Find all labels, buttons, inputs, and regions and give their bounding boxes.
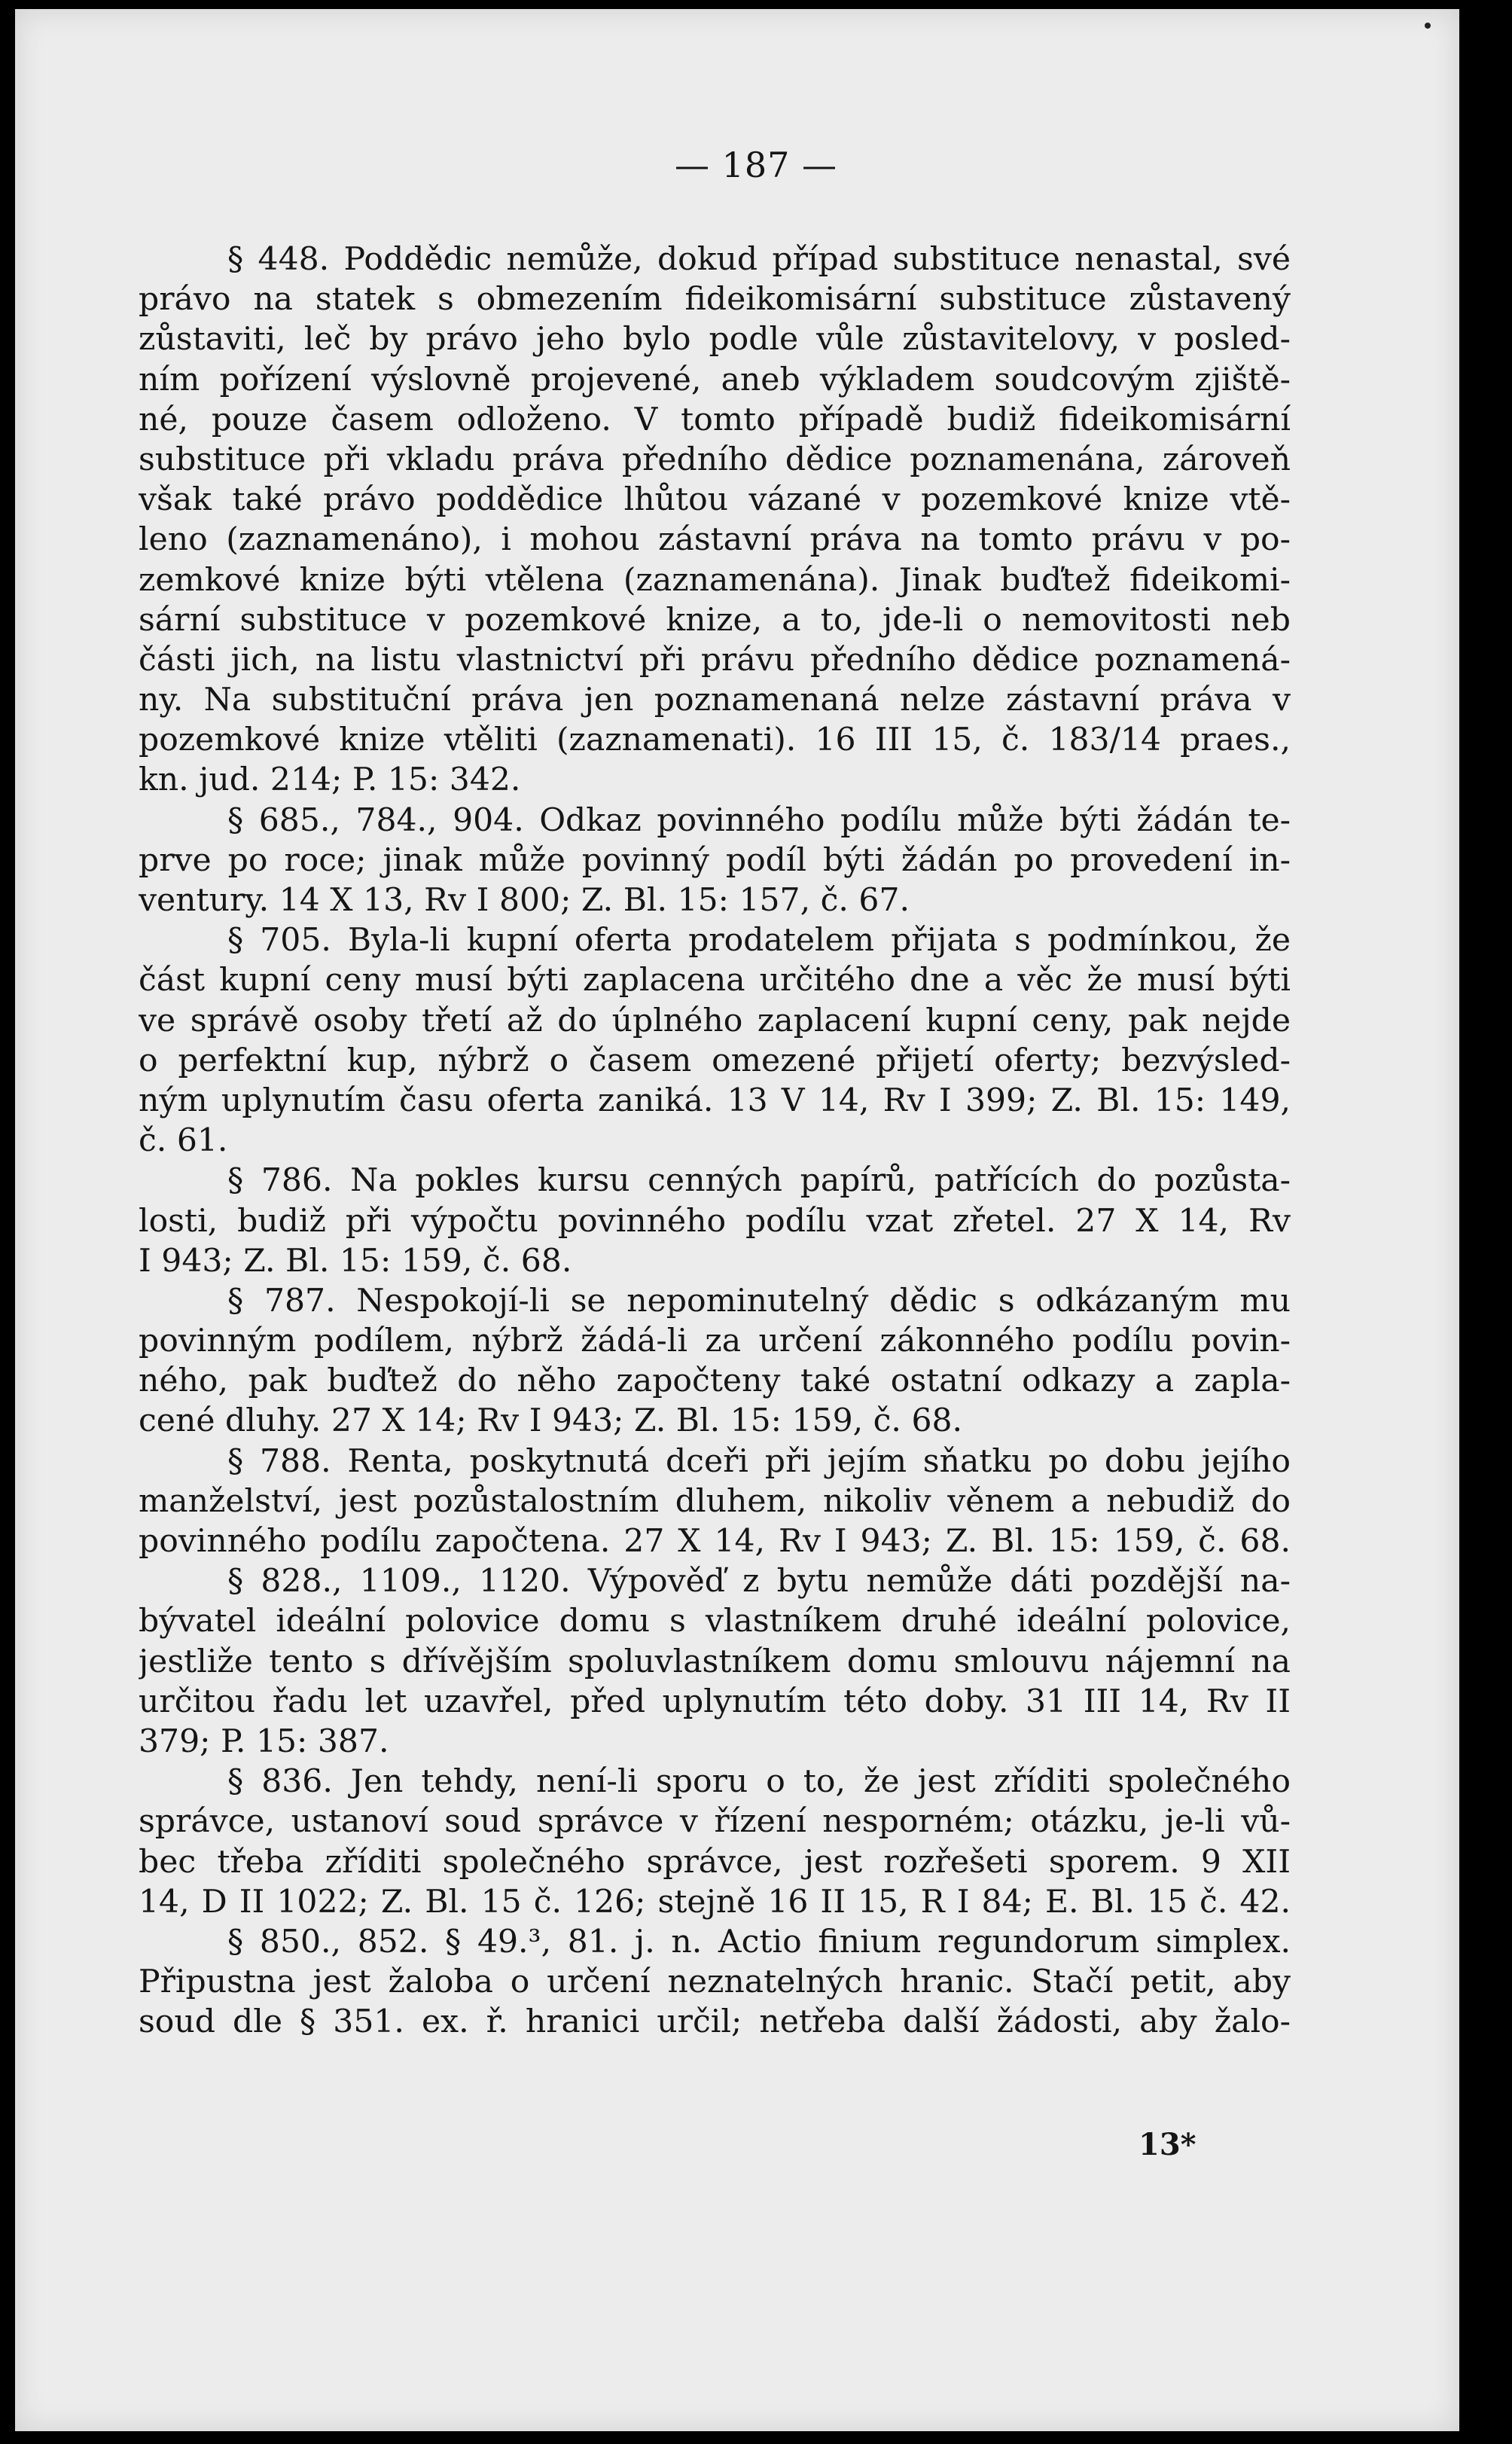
text-line: právo na statek s obmezením fideikomisární substituce zůstavený xyxy=(139,281,1291,319)
text-line: cené dluhy. 27 X 14; Rv I 943; Z. Bl. 15: 159, č. 68. xyxy=(139,1402,963,1440)
text-line: ny. Na substituční práva jen poznamenaná nelze zástavní práva v xyxy=(139,682,1291,719)
text-line: zemkové knize býti vtělena (zaznamenána). Jinak buďtež fideikomi- xyxy=(139,561,1291,599)
text-line: leno (zaznamenáno), i mohou zástavní práva na tomto právu v po- xyxy=(139,521,1291,559)
text-line: § 685., 784., 904. Odkaz povinného podílu může býti žádán te- xyxy=(227,801,1291,839)
text-line: § 705. Byla-li kupní oferta prodatelem přijata s podmínkou, že xyxy=(227,922,1291,960)
text-line: ným uplynutím času oferta zaniká. 13 V 14, Rv I 399; Z. Bl. 15: 149, xyxy=(139,1082,1291,1119)
text-line: určitou řadu let uzavřel, před uplynutím této doby. 31 III 14, Rv II xyxy=(139,1683,1291,1720)
text-line: substituce při vkladu práva předního dědice poznamenána, zároveň xyxy=(139,441,1291,478)
signature-mark: 13* xyxy=(1139,2127,1196,2162)
text-line: § 828., 1109., 1120. Výpověď z bytu nemůže dáti pozdější na- xyxy=(227,1563,1291,1600)
text-line: ventury. 14 X 13, Rv I 800; Z. Bl. 15: 157, č. 67. xyxy=(139,882,910,919)
text-line: ním pořízení výslovně projevené, aneb výkladem soudcovým zjiště- xyxy=(139,361,1291,398)
text-line: sární substituce v pozemkové knize, a to, jde-li o nemovitosti neb xyxy=(139,601,1291,639)
text-line: § 448. Poddědic nemůže, dokud případ substituce nenastal, své xyxy=(227,241,1291,278)
scan-speck xyxy=(1425,23,1431,29)
text-line: povinným podílem, nýbrž žádá-li za určení zákonného podílu povin- xyxy=(139,1323,1291,1360)
text-line: o perfektní kup, nýbrž o časem omezené přijetí oferty; bezvýsled- xyxy=(139,1042,1291,1079)
text-line: správce, ustanoví soud správce v řízení nesporném; otázku, je-li vů- xyxy=(139,1803,1291,1841)
text-line: Připustna jest žaloba o určení neznatelných hranic. Stačí petit, aby xyxy=(139,1963,1291,2001)
text-line: zůstaviti, leč by právo jeho bylo podle vůle zůstavitelovy, v posled- xyxy=(139,321,1291,359)
text-line: § 788. Renta, poskytnutá dceři při jejím sňatku po dobu jejího xyxy=(227,1442,1291,1480)
text-line: bývatel ideální polovice domu s vlastníkem druhé ideální polovice, xyxy=(139,1603,1291,1640)
text-line: 379; P. 15: 387. xyxy=(139,1722,389,1760)
text-line: pozemkové knize vtěliti (zaznamenati). 16 III 15, č. 183/14 praes., xyxy=(139,722,1291,759)
text-line: část kupní ceny musí býti zaplacena určitého dne a věc že musí býti xyxy=(139,962,1291,999)
text-line: losti, budiž při výpočtu povinného podílu vzat zřetel. 27 X 14, Rv xyxy=(139,1202,1291,1240)
page-number-header: — 187 — xyxy=(674,145,838,185)
scan-border-right xyxy=(1459,0,1512,2444)
text-line: prve po roce; jinak může povinný podíl býti žádán po provedení in- xyxy=(139,841,1291,879)
text-line: § 786. Na pokles kursu cenných papírů, patřících do pozůsta- xyxy=(227,1162,1291,1200)
text-line: jestliže tento s dřívějším spoluvlastníkem domu smlouvu nájemní na xyxy=(139,1643,1291,1680)
text-line: 14, D II 1022; Z. Bl. 15 č. 126; stejně 16 II 15, R I 84; E. Bl. 15 č. 42. xyxy=(139,1883,1291,1921)
text-line: však také právo poddědice lhůtou vázané v pozemkové knize vtě- xyxy=(139,481,1291,519)
text-line: soud dle § 351. ex. ř. hranici určil; netřeba další žádosti, aby žalo- xyxy=(139,2003,1291,2041)
text-line: § 787. Nespokojí-li se nepominutelný dědic s odkázaným mu xyxy=(227,1282,1291,1320)
text-line: ve správě osoby třetí až do úplného zaplacení kupní ceny, pak nejde xyxy=(139,1002,1291,1039)
body-text xyxy=(139,240,1291,2042)
text-line: povinného podílu započtena. 27 X 14, Rv I 943; Z. Bl. 15: 159, č. 68. xyxy=(139,1523,1291,1560)
text-line: č. 61. xyxy=(139,1122,228,1160)
text-line: né, pouze časem odloženo. V tomto případě budiž fideikomisární xyxy=(139,401,1291,438)
text-line: manželství, jest pozůstalostním dluhem, nikoliv věnem a nebudiž do xyxy=(139,1482,1291,1520)
text-line: části jich, na listu vlastnictví při právu předního dědice poznamená- xyxy=(139,641,1291,679)
text-line: bec třeba zříditi společného správce, jest rozřešeti sporem. 9 XII xyxy=(139,1843,1291,1881)
text-line: kn. jud. 214; P. 15: 342. xyxy=(139,761,521,799)
text-line: I 943; Z. Bl. 15: 159, č. 68. xyxy=(139,1242,572,1280)
text-line: § 850., 852. § 49.³, 81. j. n. Actio finium regundorum simplex. xyxy=(227,1923,1291,1960)
text-line: ného, pak buďtež do něho započteny také ostatní odkazy a zapla- xyxy=(139,1362,1291,1400)
text-line: § 836. Jen tehdy, není-li sporu o to, že jest zříditi společného xyxy=(227,1763,1291,1801)
